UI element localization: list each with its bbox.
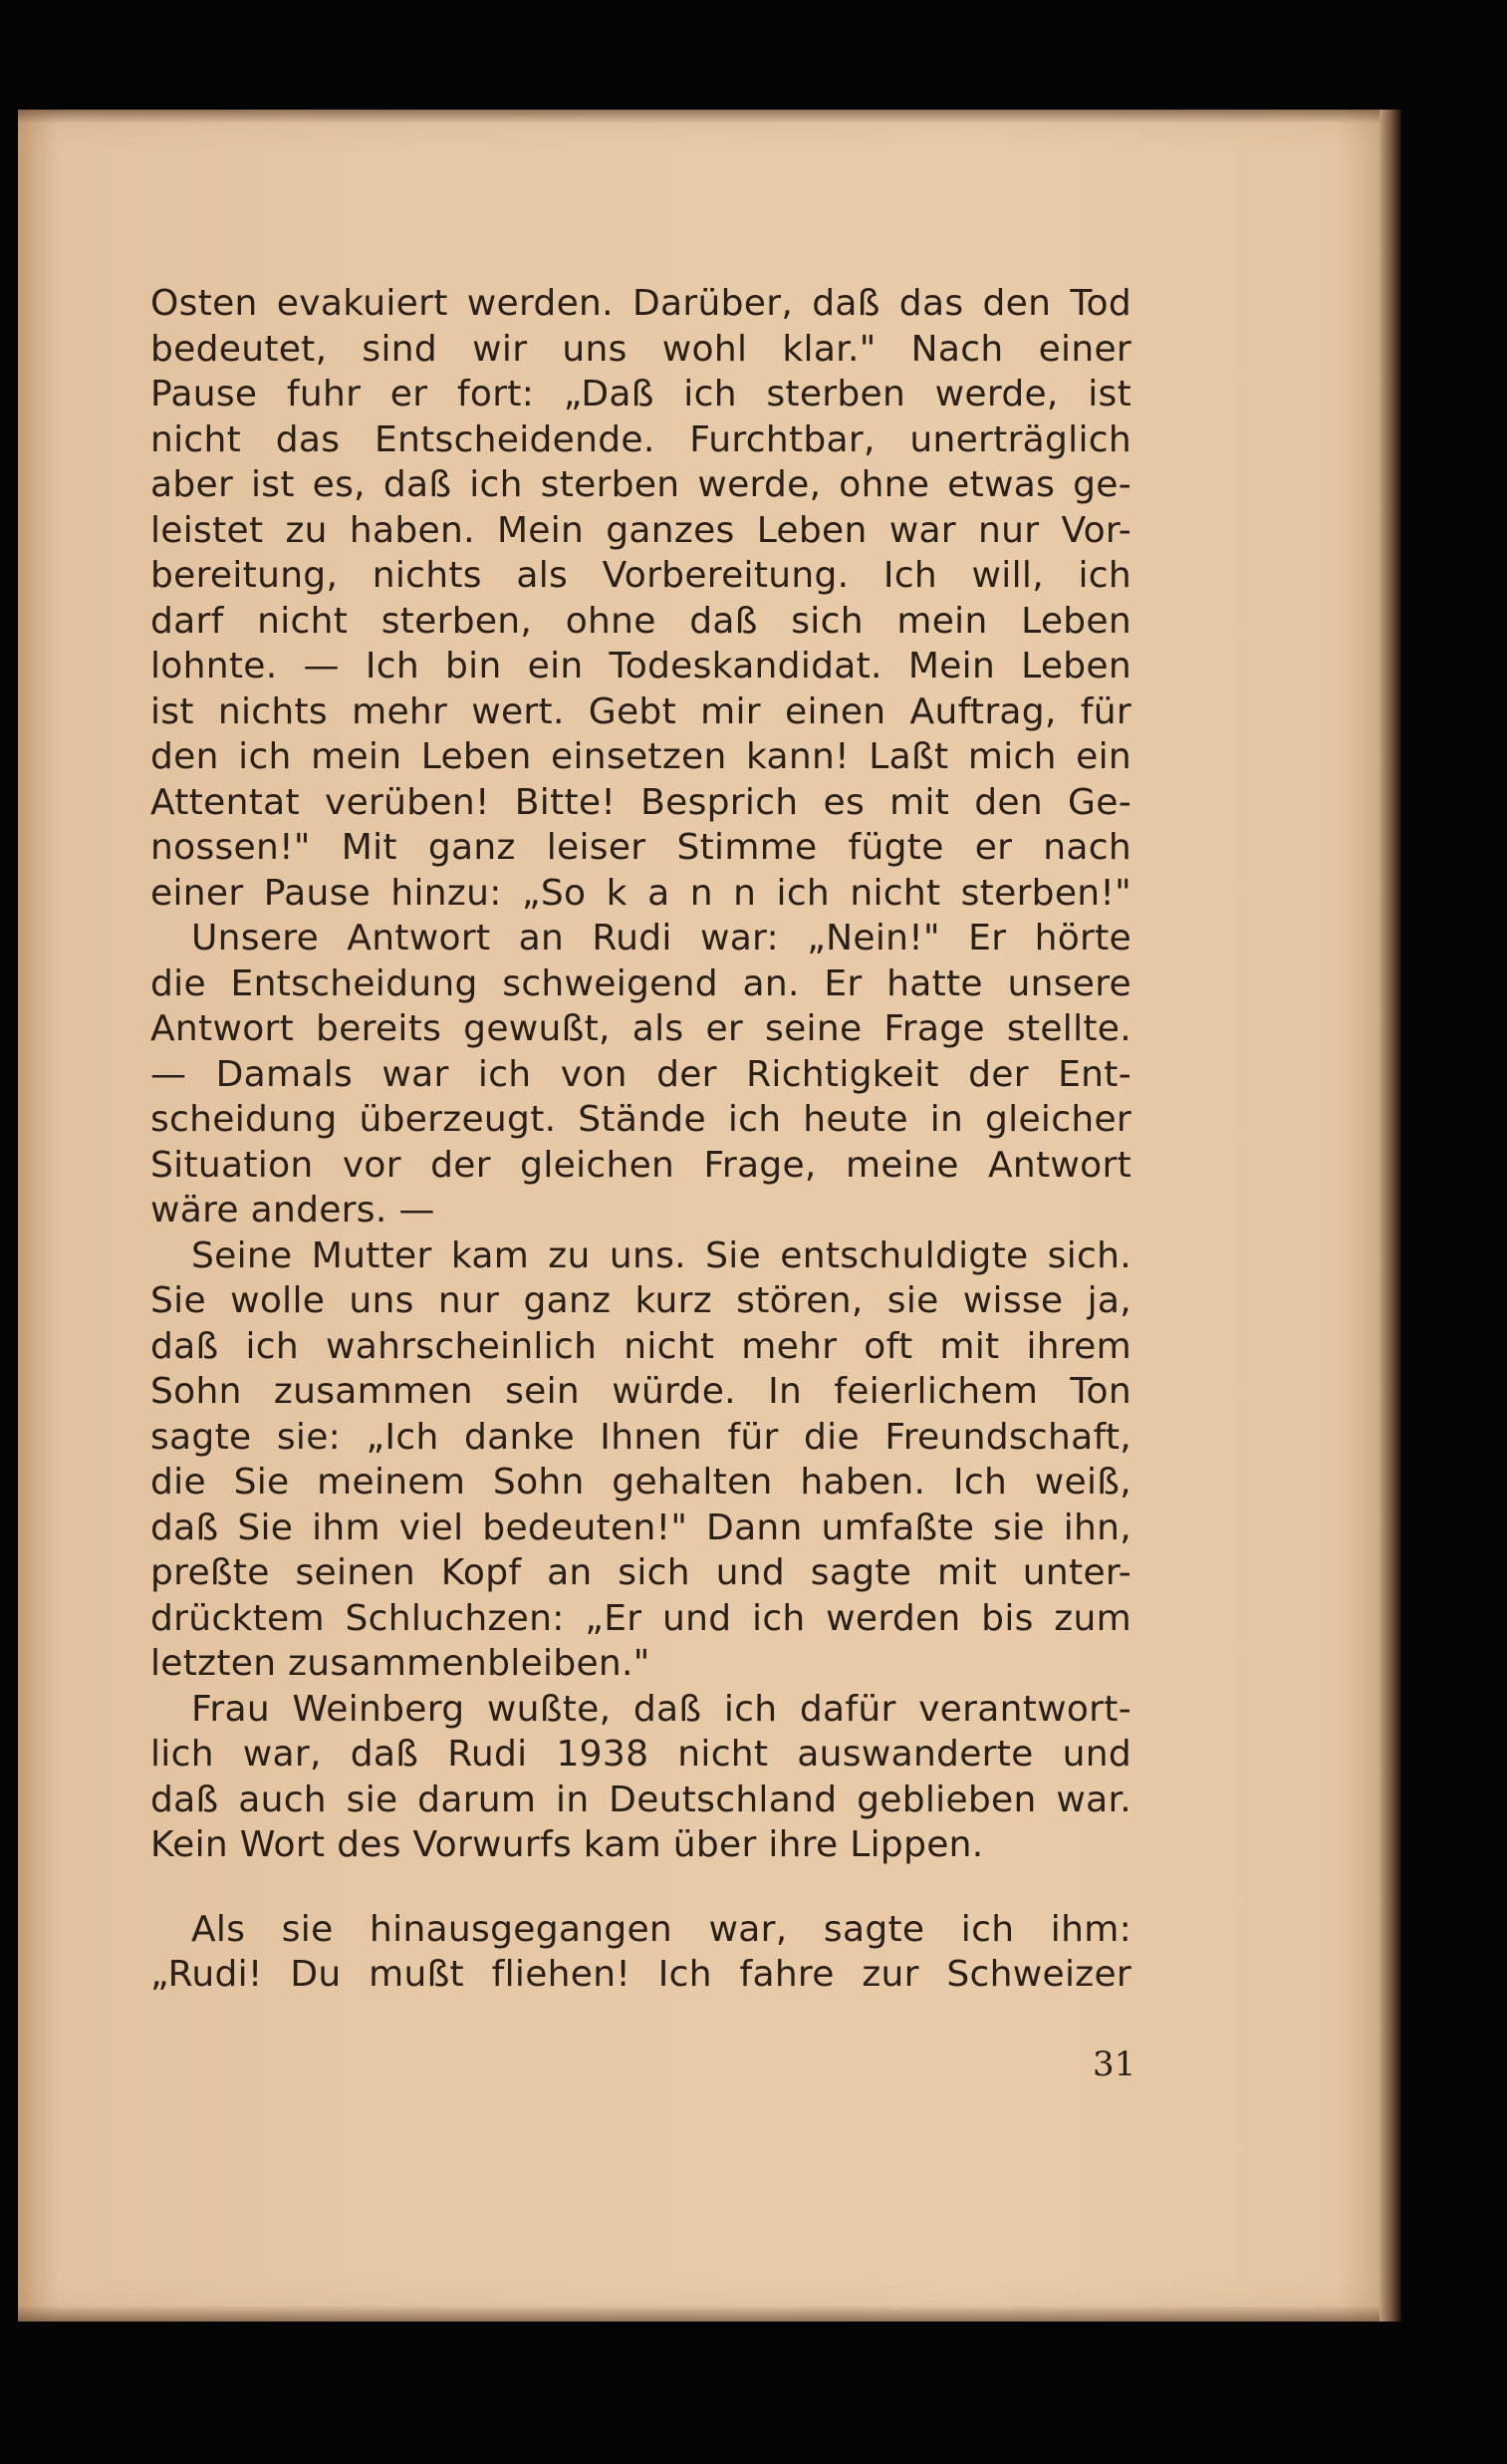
page-edge-shadow — [1380, 110, 1401, 2322]
paragraph — [150, 1907, 1131, 1998]
text-line: leistet zu haben. Mein ganzes Leben war nur Vor- — [150, 509, 1131, 551]
body-text — [150, 281, 1131, 1998]
text-line: Unsere Antwort an Rudi war: „Nein!" Er hörte — [191, 918, 1131, 958]
text-line: aber ist es, daß ich sterben werde, ohne etwas ge- — [150, 464, 1131, 505]
text-line: Attentat verüben! Bitte! Besprich es mit den Ge- — [150, 781, 1131, 823]
paragraph — [150, 916, 1131, 1233]
text-line: daß auch sie darum in Deutschland geblieben war. — [150, 1779, 1131, 1820]
text-line: Pause fuhr er fort: „Daß ich sterben werde, ist — [150, 374, 1131, 414]
text-line: lich war, daß Rudi 1938 nicht auswanderte und — [150, 1734, 1131, 1775]
text-line: nossen!" Mit ganz leiser Stimme fügte er nach — [150, 827, 1131, 868]
text-line: Antwort bereits gewußt, als er seine Frage stellte. — [150, 1008, 1131, 1049]
text-line: einer Pause hinzu: „So k a n n ich nicht sterben!" — [150, 872, 1131, 914]
text-line: wäre anders. — — [150, 1190, 435, 1231]
text-line: Seine Mutter kam zu uns. Sie entschuldigte sich. — [191, 1234, 1131, 1276]
paragraph — [150, 1233, 1131, 1687]
text-line: ist nichts mehr wert. Gebt mir einen Auftrag, für — [150, 690, 1131, 732]
text-line: Kein Wort des Vorwurfs kam über ihre Lippen. — [150, 1824, 984, 1865]
text-line: Situation vor der gleichen Frage, meine Antwort — [150, 1144, 1131, 1186]
text-line: daß Sie ihm viel bedeuten!" Dann umfaßte sie ihn, — [150, 1506, 1131, 1548]
text-line: Frau Weinberg wußte, daß ich dafür verantwort- — [191, 1688, 1131, 1730]
paragraph-gap — [150, 1868, 1131, 1907]
text-line: preßte seinen Kopf an sich und sagte mit unter- — [150, 1552, 1131, 1593]
text-line: die Entscheidung schweigend an. Er hatte unsere — [150, 962, 1131, 1004]
paragraph — [150, 1687, 1131, 1868]
text-line: letzten zusammenbleiben." — [150, 1643, 650, 1684]
text-line: Sohn zusammen sein würde. In feierlichem Ton — [150, 1371, 1131, 1412]
text-line: Osten evakuiert werden. Darüber, daß das den Tod — [150, 283, 1131, 324]
text-line: Sie wolle uns nur ganz kurz stören, sie wisse ja, — [150, 1280, 1131, 1321]
text-line: drücktem Schluchzen: „Er und ich werden bis zum — [150, 1597, 1131, 1639]
text-line: daß ich wahrscheinlich nicht mehr oft mit ihrem — [150, 1325, 1131, 1367]
text-line: lohnte. — Ich bin ein Todeskandidat. Mein Leben — [150, 646, 1131, 686]
text-line: scheidung überzeugt. Stände ich heute in gleicher — [150, 1099, 1131, 1140]
text-line: Als sie hinausgegangen war, sagte ich ihm: — [191, 1908, 1131, 1950]
text-line: bedeutet, sind wir uns wohl klar." Nach einer — [150, 328, 1131, 370]
text-line: nicht das Entscheidende. Furchtbar, unerträglich — [150, 418, 1131, 460]
page-number: 31 — [1093, 2045, 1136, 2084]
text-line: sagte sie: „Ich danke Ihnen für die Freundschaft, — [150, 1416, 1131, 1458]
text-line: den ich mein Leben einsetzen kann! Laßt mich ein — [150, 736, 1131, 777]
text-line: bereitung, nichts als Vorbereitung. Ich will, ich — [150, 555, 1131, 596]
paragraph — [150, 281, 1131, 916]
text-line: „Rudi! Du mußt fliehen! Ich fahre zur Schweizer — [150, 1954, 1131, 1995]
text-line: die Sie meinem Sohn gehalten haben. Ich weiß, — [150, 1462, 1131, 1503]
text-line: — Damals war ich von der Richtigkeit der Ent- — [150, 1053, 1131, 1095]
text-line: darf nicht sterben, ohne daß sich mein Leben — [150, 600, 1131, 642]
